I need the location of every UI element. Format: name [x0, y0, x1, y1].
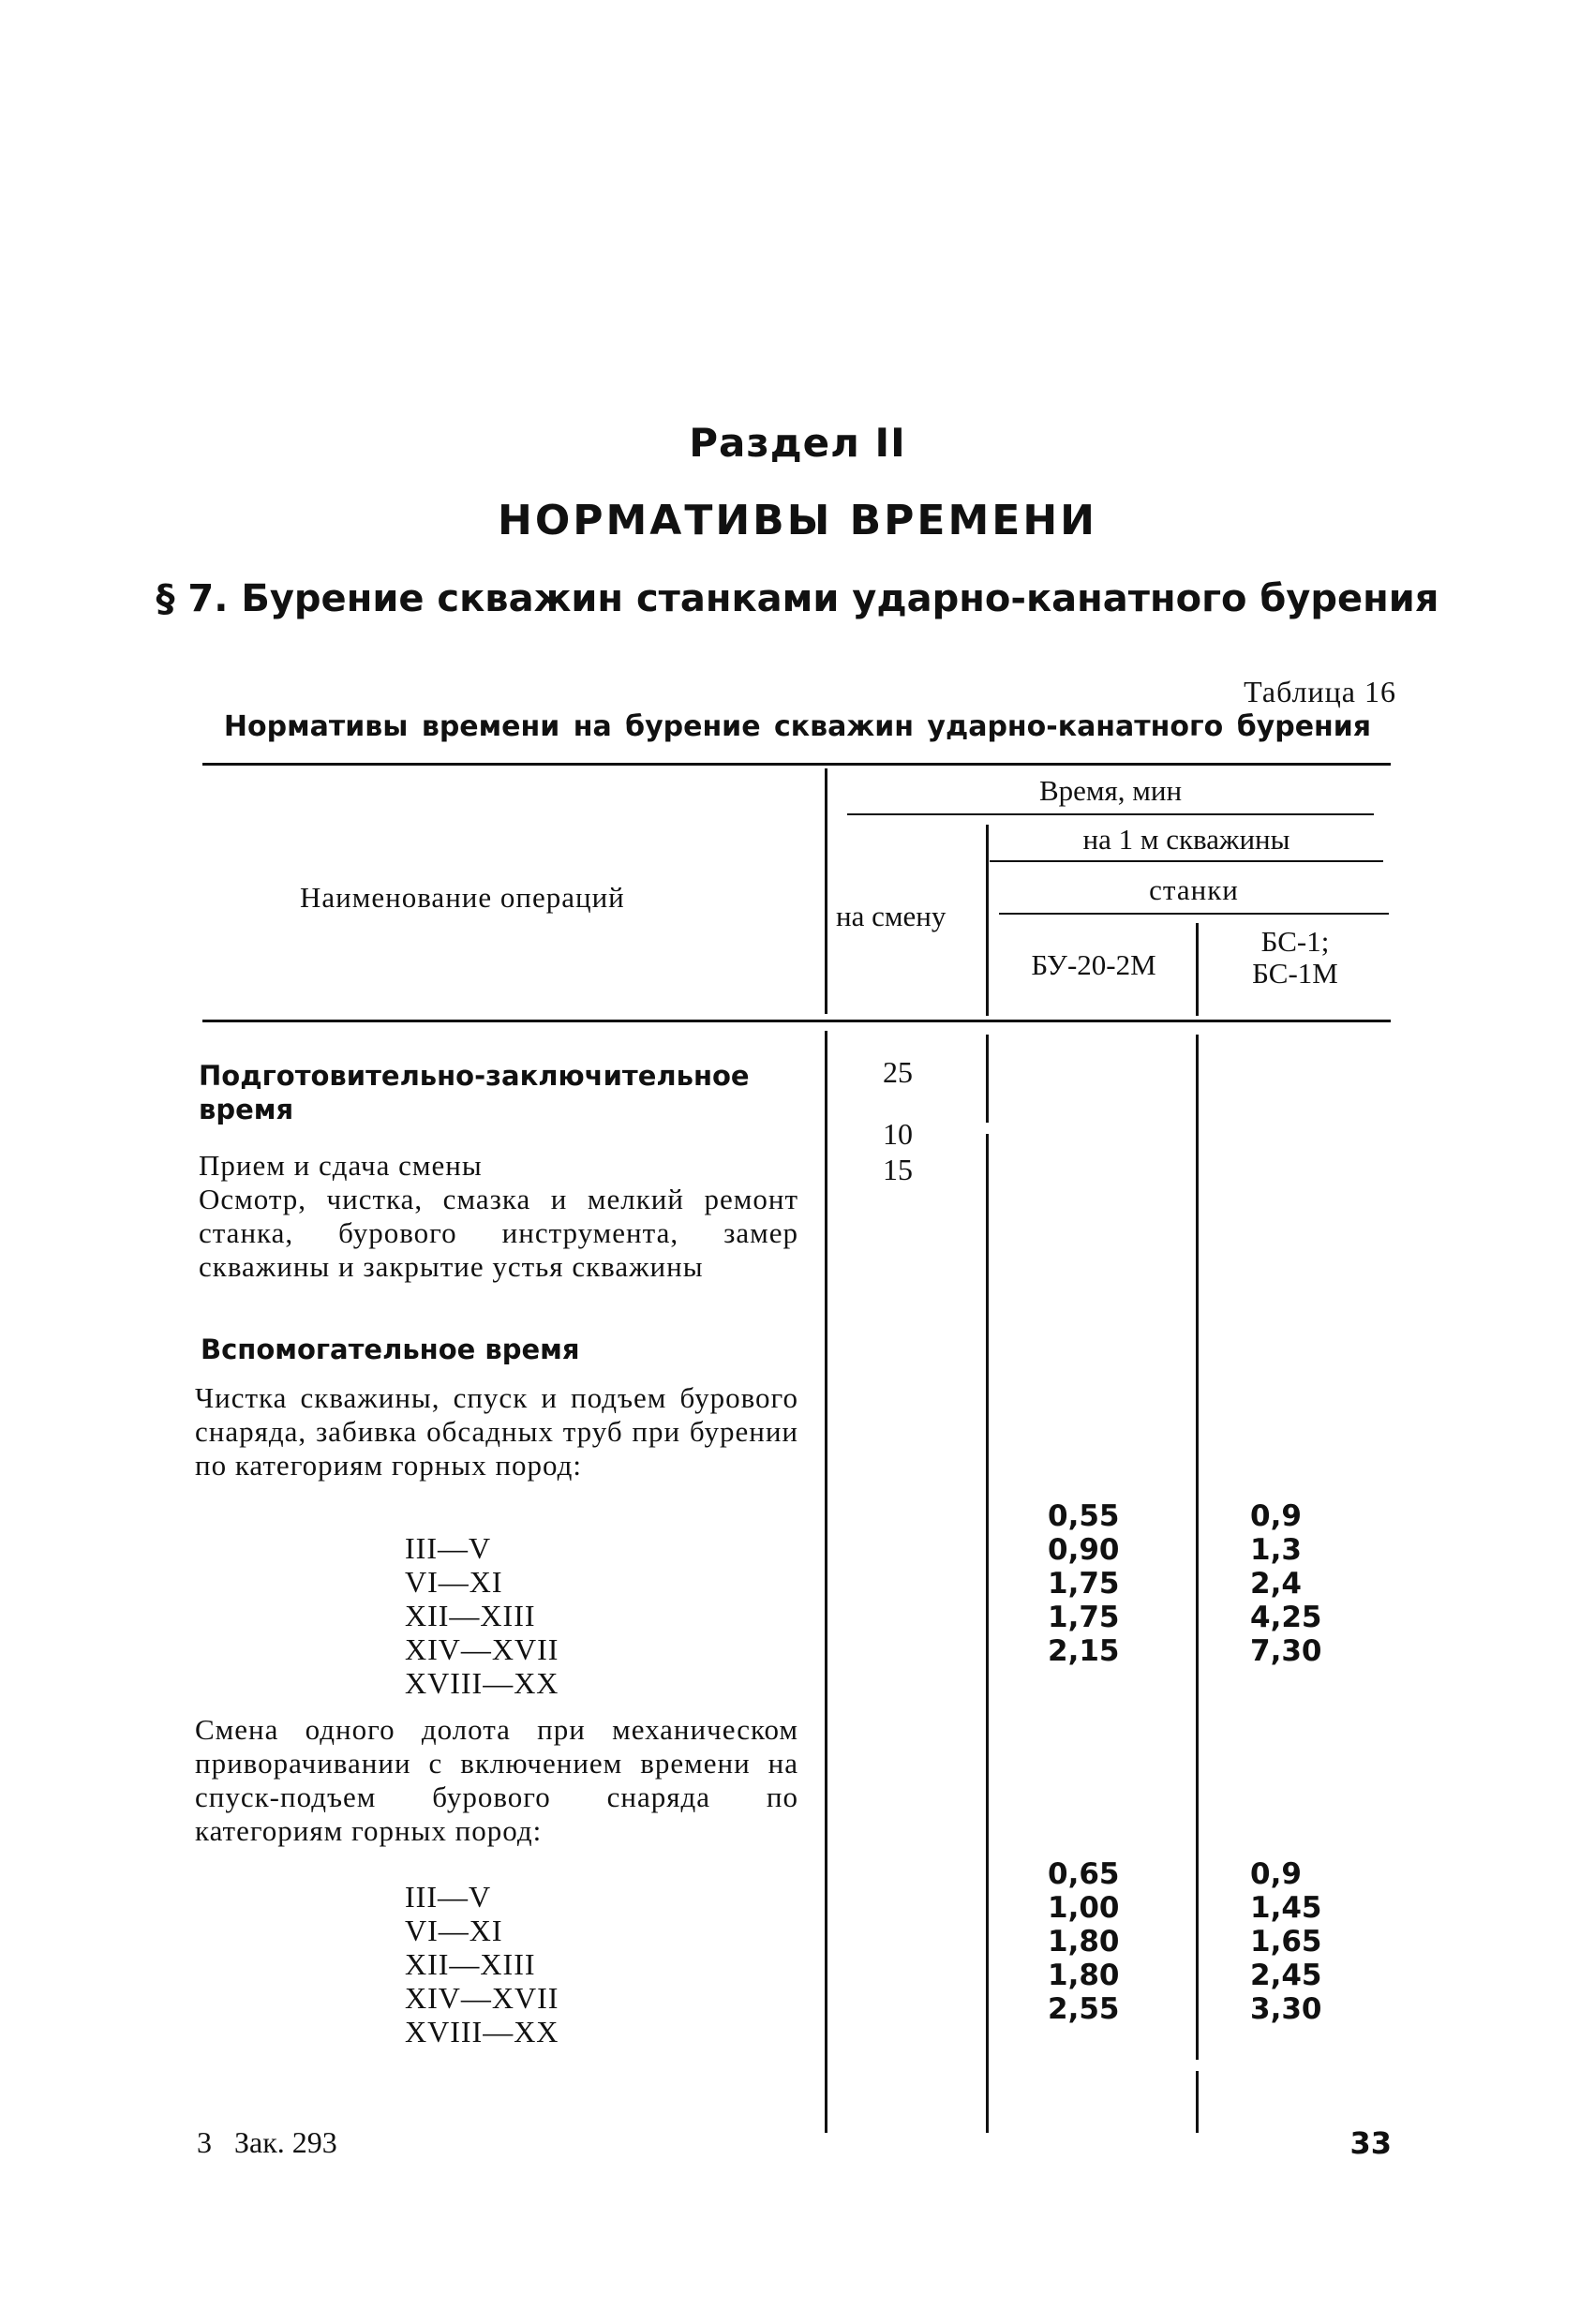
- per-meter-header-rule: [990, 860, 1383, 862]
- op2-category: VI—XI: [405, 1914, 503, 1947]
- group2-op2-name: Смена одного долота при механическом приворачивании с включением времени на спуск-подъем бурового снаряда по категориям горных пород:: [195, 1713, 798, 1847]
- section-label: Раздел II: [689, 420, 906, 466]
- column-divider-2: [986, 825, 989, 1016]
- op2-bs-value: 0,9: [1250, 1857, 1302, 1891]
- op1-category: III—V: [405, 1531, 492, 1565]
- section-title: НОРМАТИВЫ ВРЕМЕНИ: [498, 497, 1097, 544]
- op1-bs-value: 4,25: [1250, 1601, 1322, 1634]
- op2-category: XII—XIII: [405, 1947, 536, 1981]
- op1-bs-value: 0,9: [1250, 1499, 1302, 1533]
- op2-bs-value: 1,45: [1250, 1891, 1322, 1925]
- header-rig-bs: [1201, 926, 1389, 990]
- header-rig-bs-line1: БС-1;: [1260, 925, 1330, 958]
- column-divider-3-bottom: [1196, 2071, 1199, 2133]
- header-rig-bs-line2: БС-1М: [1252, 957, 1338, 990]
- header-per-shift: на смену: [836, 900, 947, 932]
- header-rig-bu: БУ-20-2М: [1031, 948, 1156, 981]
- op2-bs-value: 1,65: [1250, 1925, 1322, 1959]
- column-divider-2-body: [986, 1035, 989, 1123]
- op2-bs-value: 2,45: [1250, 1959, 1322, 1992]
- header-per-meter: на 1 м скважины: [1082, 823, 1290, 856]
- op2-bu-value: 0,65: [1048, 1857, 1120, 1891]
- group2-op1-name: Чистка скважины, спуск и подъем бурового снаряда, забивка обсадных труб при бурении по категориям горных пород:: [195, 1381, 798, 1482]
- group1-row-1-shift: 10: [883, 1117, 913, 1151]
- column-divider-1-body: [825, 1031, 827, 2133]
- op1-bu-value: 0,55: [1048, 1499, 1120, 1533]
- group1-row-2-name: Осмотр, чистка, смазка и мелкий ремонт станка, бурового инструмента, замер скважины и закрытие устья скважины: [199, 1183, 798, 1283]
- op2-category: XVIII—XX: [405, 2015, 559, 2048]
- op2-bu-value: 1,80: [1048, 1959, 1120, 1992]
- column-divider-1: [825, 768, 827, 1014]
- group1-heading: Подготовительно-заключительное время: [199, 1060, 750, 1125]
- op2-bs-value: 3,30: [1250, 1992, 1322, 2026]
- group1-row-2-shift: 15: [883, 1153, 913, 1186]
- column-divider-3: [1196, 923, 1199, 1016]
- table-header-bottom-rule: [202, 1020, 1391, 1022]
- time-header-rule: [847, 813, 1374, 815]
- group2-heading: Вспомогательное время: [201, 1333, 580, 1365]
- op1-category: XII—XIII: [405, 1599, 536, 1632]
- op2-bu-value: 2,55: [1048, 1992, 1120, 2026]
- op1-bs-value: 7,30: [1250, 1634, 1322, 1668]
- paragraph-title: § 7. Бурение скважин станками ударно-канатного бурения: [156, 577, 1439, 620]
- rigs-header-rule: [999, 913, 1389, 915]
- page-number: 33: [1349, 2125, 1392, 2161]
- group1-row-1-name: Прием и сдача смены: [199, 1149, 483, 1182]
- op2-bu-value: 1,00: [1048, 1891, 1120, 1925]
- op1-bu-value: 1,75: [1048, 1567, 1120, 1601]
- op2-category: XIV—XVII: [405, 1981, 559, 2015]
- op1-bu-value: 2,15: [1048, 1634, 1120, 1668]
- footer-order-number: 3 Зак. 293: [197, 2125, 337, 2159]
- header-operation: Наименование операций: [300, 881, 625, 914]
- column-divider-2-body-b: [986, 1134, 989, 2133]
- op1-bs-value: 1,3: [1250, 1533, 1302, 1567]
- op1-category: VI—XI: [405, 1565, 503, 1599]
- op1-bs-value: 2,4: [1250, 1567, 1302, 1601]
- op1-bu-value: 1,75: [1048, 1601, 1120, 1634]
- header-time-text: Время, мин: [1038, 774, 1183, 807]
- table-number: Таблица 16: [1244, 675, 1396, 708]
- op1-bu-value: 0,90: [1048, 1533, 1120, 1567]
- op2-bu-value: 1,80: [1048, 1925, 1120, 1959]
- group1-heading-value: 25: [883, 1055, 913, 1089]
- table-caption: Нормативы времени на бурение скважин ударно-канатного бурения: [223, 710, 1372, 743]
- header-time: [847, 774, 1374, 808]
- column-divider-3-body: [1196, 1035, 1199, 2060]
- op2-category: III—V: [405, 1880, 492, 1914]
- table-top-rule: [202, 763, 1391, 766]
- header-rigs: станки: [1149, 873, 1239, 906]
- op1-category: XIV—XVII: [405, 1632, 559, 1666]
- op1-category: XVIII—XX: [405, 1666, 559, 1700]
